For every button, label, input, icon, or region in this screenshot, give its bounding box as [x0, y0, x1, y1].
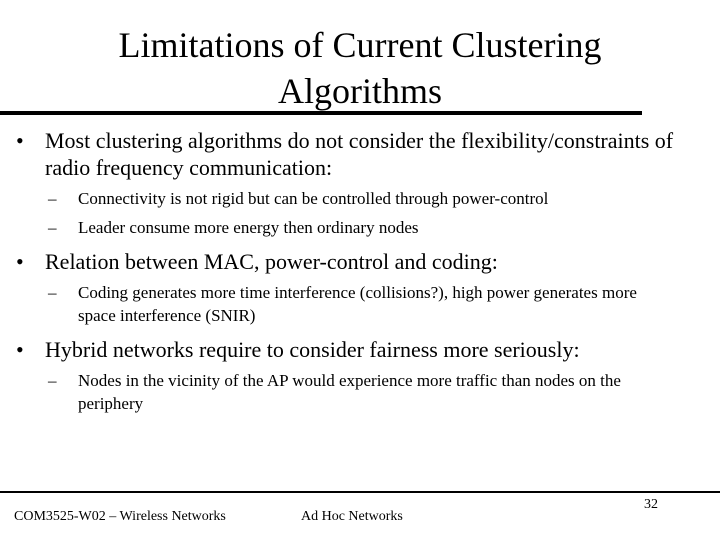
bullet-1 [16, 127, 676, 181]
footer-topic: Ad Hoc Networks [301, 509, 403, 524]
bullet-1-sub-1 [48, 187, 668, 210]
bullet-1-sub-1-text: Connectivity is not rigid but can be controlled through power-control [78, 189, 549, 208]
bullet-1-text: Most clustering algorithms do not consider the flexibility/constraints of radio frequency communication: [45, 128, 674, 180]
bullet-3-sub-1-text: Nodes in the vicinity of the AP would experience more traffic than nodes on the periphery [78, 371, 621, 413]
footer-course: COM3525-W02 – Wireless Networks [14, 509, 226, 524]
footer-divider [0, 491, 720, 493]
bullet-2-sub-1-text: Coding generates more time interference (collisions?), high power generates more space interference (SNIR) [78, 283, 637, 325]
bullet-3-text: Hybrid networks require to consider fairness more seriously: [45, 337, 580, 362]
title-underline [0, 111, 642, 115]
bullet-dot-icon: • [16, 128, 24, 153]
bullet-1-sub-2-text: Leader consume more energy then ordinary nodes [78, 218, 419, 237]
bullet-2-sub-1 [48, 281, 648, 327]
page-number: 32 [644, 497, 658, 512]
dash-icon: – [48, 371, 57, 390]
bullet-dot-icon: • [16, 249, 24, 274]
bullet-1-sub-2 [48, 216, 668, 239]
bullet-dot-icon: • [16, 337, 24, 362]
bullet-3-sub-1 [48, 369, 668, 415]
dash-icon: – [48, 283, 57, 302]
bullet-2 [16, 248, 676, 275]
dash-icon: – [48, 189, 57, 208]
bullet-3 [16, 336, 676, 363]
slide-title: Limitations of Current Clustering Algorithms [118, 25, 602, 111]
dash-icon: – [48, 218, 57, 237]
bullet-2-text: Relation between MAC, power-control and coding: [45, 249, 498, 274]
